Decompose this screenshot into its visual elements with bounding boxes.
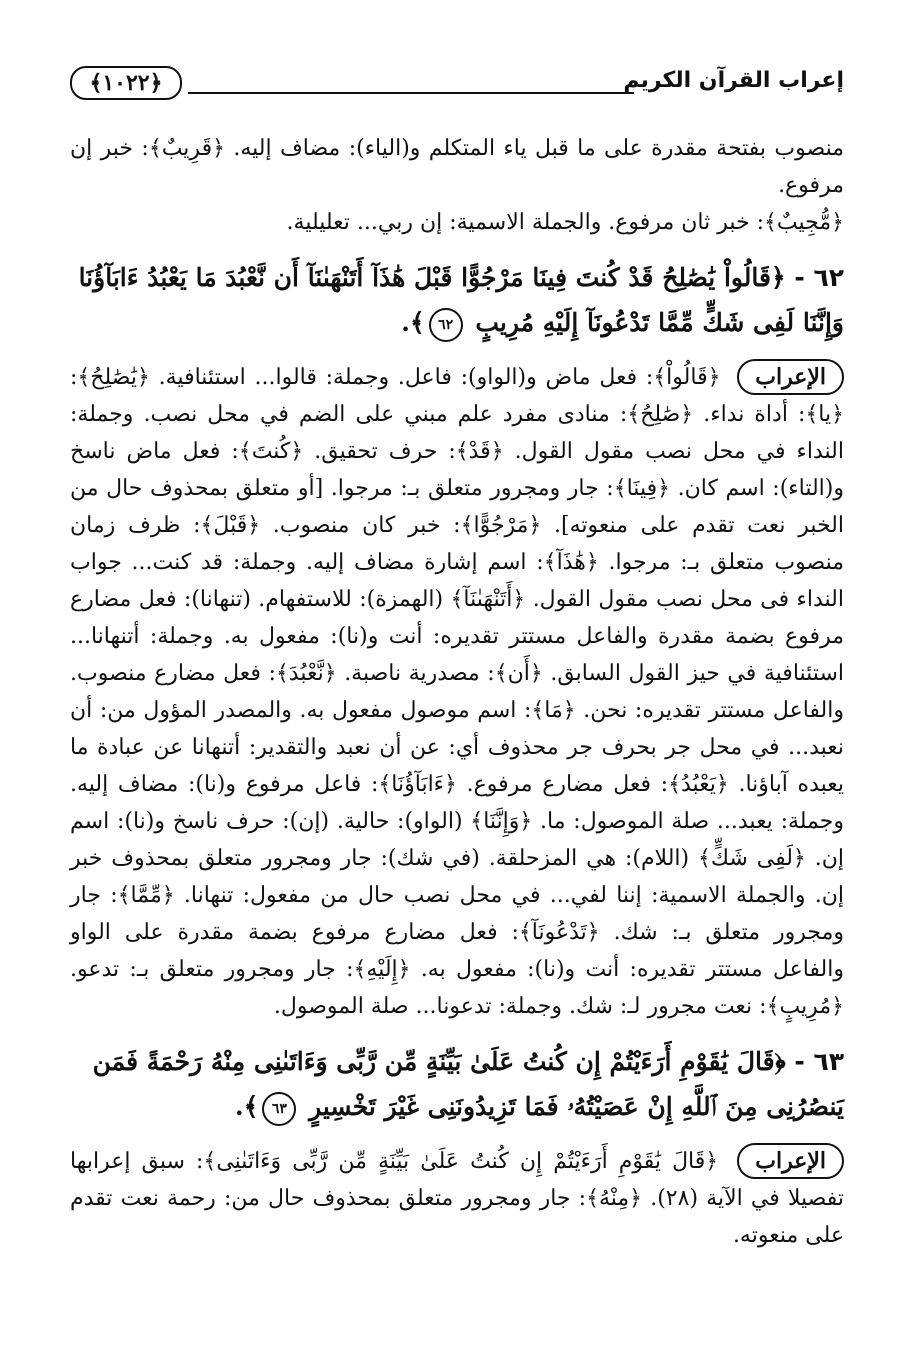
page-header [70,62,844,112]
verse-text: ﴿قَالَ يَٰقَوْمِ أَرَءَيْتُمْ إِن كُنتُ عَلَىٰ بَيِّنَةٍ مِّن رَّبِّى وَءَاتَىٰنِى مِنْهُ رَحْمَةً فَمَن يَنصُرُنِى مِنَ ٱللَّهِ إِنْ عَصَيْتُهُۥ فَمَا تَزِيدُونَنِى غَيْرَ تَخْسِيرٍ [92,1047,844,1121]
header-rule [188,92,634,94]
book-title: إعراب القرآن الكريم [623,68,844,93]
irab-62 [70,359,844,1025]
page-number: ﴿١٠٢٢﴾ [70,66,182,100]
irab-label: الإعراب [737,359,844,395]
irab-text: ﴿قَالُواْ﴾: فعل ماض و(الواو): فاعل. وجملة: قالوا... استئنافية. ﴿يَٰصَٰلِحُ﴾: ﴿يا﴾: أداة نداء. ﴿صَٰلِحُ﴾: منادى مفرد علم مبني على الضم في محل نصب. وجملة: النداء في محل نصب مقول القول. ﴿قَدْ﴾: حرف تحقيق. ﴿كُنتَ﴾: فعل ماض ناسخ و(التاء): اسم كان. ﴿فِينَا﴾: جار ومجرور متعلق بـ: مرجوا. [أو متعلق بمحذوف حال من الخبر نعت تقدم على منعوته]. ﴿مَرْجُوًّا﴾: خبر كان منصوب. ﴿قَبْلَ﴾: ظرف زمان منصوب متعلق بـ: مرجوا. ﴿هَٰذَآ﴾: اسم إشارة مضاف إليه. وجملة: قد كنت... جواب النداء فى محل نصب مقول القول. ﴿أَتَنْهَىٰنَآ﴾ (الهمزة): للاستفهام. (تنهانا): فعل مضارع مرفوع بضمة مقدرة والفاعل مستتر تقديره: أنت و(نا): مفعول به. وجملة: أتنهانا... استئنافية في حيز القول السابق. ﴿أَن﴾: مصدرية ناصبة. ﴿نَّعْبُدَ﴾: فعل مضارع منصوب. والفاعل مستتر تقديره: نحن. ﴿مَا﴾: اسم موصول مفعول به. والمصدر المؤول من: أن نعبد... في محل جر بحرف جر محذوف أي: عن أن نعبد والتقدير: أتنهانا عن عبادة ما يعبده آباؤنا. ﴿يَعْبُدُ﴾: فعل مضارع مرفوع. ﴿ءَابَآؤُنَا﴾: فاعل مرفوع و(نا): مضاف إليه. وجملة: يعبد... صلة الموصول: ما. ﴿وَإِنَّنَا﴾ (الواو): حالية. (إن): حرف ناسخ و(نا): اسم إن. ﴿لَفِى شَكٍّ﴾ (اللام): هي المزحلقة. (في شك): جار ومجرور متعلق بمحذوف خبر إن. والجملة الاسمية: إننا لفي... في محل نصب حال من مفعول: تنهانا. ﴿مِّمَّا﴾: جار ومجرور متعلق بـ: شك. ﴿تَدْعُونَآ﴾: فعل مضارع مرفوع بضمة مقدرة على الواو والفاعل مستتر تقديره: أنت و(نا): مفعول به. ﴿إِلَيْهِ﴾: جار ومجرور متعلق بـ: تدعو. ﴿مُرِيبٍ﴾: نعت مجرور لـ: شك. وجملة: تدعونا... صلة الموصول. [70,365,844,1019]
verse-62 [70,255,844,345]
irab-label: الإعراب [737,1143,844,1179]
verse-close: ﴾. [401,308,425,337]
ayah-marker: ٦٢ [429,308,463,342]
verse-close: ﴾. [235,1092,259,1121]
intro-line-1: منصوب بفتحة مقدرة على ما قبل ياء المتكلم و(الياء): مضاف إليه. ﴿قَرِيبٌ﴾: خبر إن مرفوع. [70,136,844,198]
verse-number: ٦٣ - [794,1047,844,1076]
irab-text: ﴿قَالَ يَٰقَوْمِ أَرَءَيْتُمْ إِن كُنتُ عَلَىٰ بَيِّنَةٍ مِّن رَّبِّى وَءَاتَىٰنِى﴾: سبق إعرابها تفصيلا في الآية (٢٨). ﴿مِنْهُ﴾: جار ومجرور متعلق بمحذوف حال من: رحمة نعت تقدم على منعوته. [70,1149,844,1248]
verse-63 [70,1039,844,1129]
verse-number: ٦٢ - [794,263,844,292]
page-content [70,130,844,1254]
verse-text: ﴿قَالُواْ يَٰصَٰلِحُ قَدْ كُنتَ فِينَا مَرْجُوًّا قَبْلَ هَٰذَآ أَتَنْهَىٰنَآ أَن نَّعْبُدَ مَا يَعْبُدُ ءَابَآؤُنَا وَإِنَّنَا لَفِى شَكٍّ مِّمَّا تَدْعُونَآ إِلَيْهِ مُرِيبٍ [78,263,844,337]
irab-63 [70,1143,844,1254]
intro-line-2: ﴿مُّجِيبٌ﴾: خبر ثان مرفوع. والجملة الاسمية: إن ربي... تعليلية. [286,210,844,235]
ayah-marker: ٦٣ [262,1092,296,1126]
intro-paragraph [70,130,844,241]
